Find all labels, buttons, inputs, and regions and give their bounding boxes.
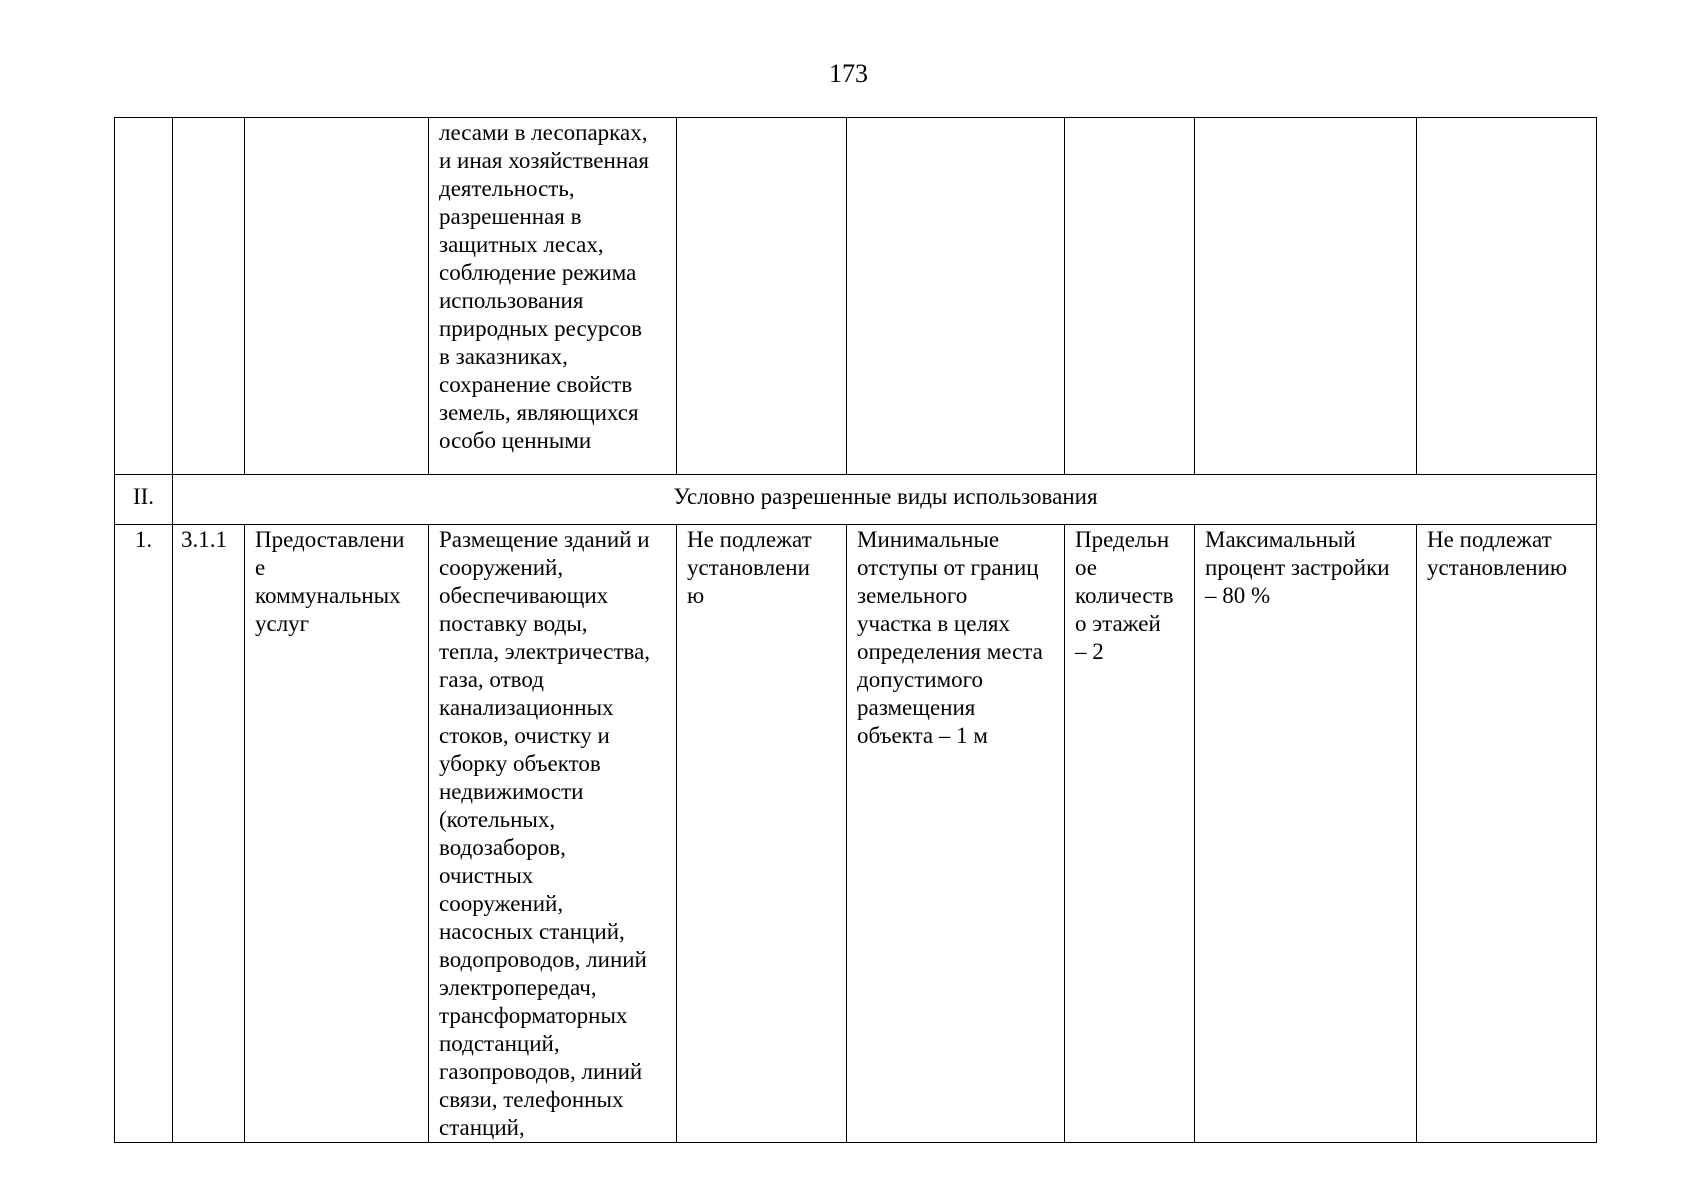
cell-number: 1. [115,525,173,1143]
cell-name [245,118,429,475]
cell-number [115,118,173,475]
cell-floors: Предельн ое количеств о этажей – 2 [1065,525,1195,1143]
cell-plot-size [677,118,847,475]
table-row-section [115,475,1597,525]
cell-other [1417,118,1597,475]
cell-description: лесами в лесопарках, и иная хозяйственная деятельность, разрешенная в защитных лесах, соблюдение режима использования природных ресурсов в заказниках, сохранение свойств земель, являющихся особо ценными [429,118,677,475]
section-number: II. [115,475,173,525]
cell-floors [1065,118,1195,475]
cell-coverage: Максимальный процент застройки – 80 % [1195,525,1417,1143]
table-row-continuation [115,118,1597,475]
regulations-table [114,117,1597,1143]
cell-code [173,118,245,475]
cell-code: 3.1.1 [173,525,245,1143]
cell-setbacks: Минимальные отступы от границ земельного участка в целях определения места допустимого размещения объекта – 1 м [847,525,1065,1143]
table-row [115,525,1597,1143]
page-number: 173 [829,59,868,88]
cell-name: Предоставлени е коммунальных услуг [245,525,429,1143]
cell-plot-size: Не подлежат установлени ю [677,525,847,1143]
cell-other: Не подлежат установлению [1417,525,1597,1143]
cell-coverage [1195,118,1417,475]
cell-description: Размещение зданий и сооружений, обеспечивающих поставку воды, тепла, электричества, газа, отвод канализационных стоков, очистку и уборку объектов недвижимости (котельных, водозаборов, очистных сооружений, насосных станций, водопроводов, линий электропередач, трансформаторных подстанций, газопроводов, линий связи, телефонных станций, [429,525,677,1143]
cell-setbacks [847,118,1065,475]
section-title: Условно разрешенные виды использования [173,475,1597,525]
